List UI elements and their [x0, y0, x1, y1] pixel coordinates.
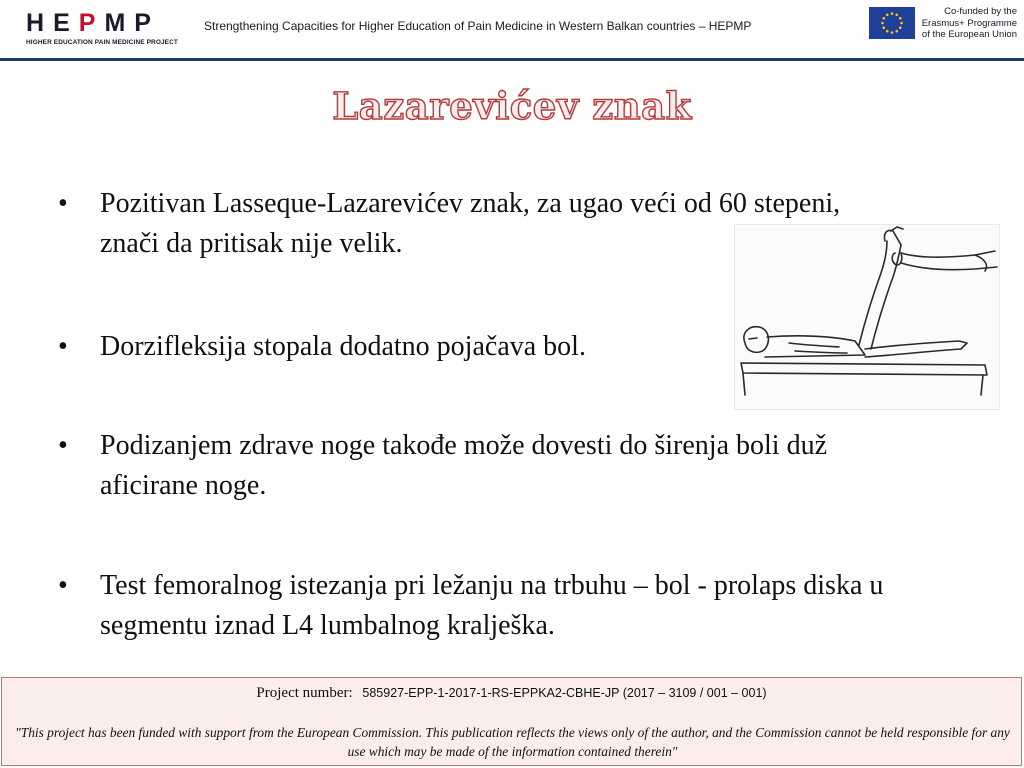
- eu-cofunding-text: [921, 6, 1017, 41]
- hepmp-logo: [26, 10, 188, 48]
- bullet-text: Podizanjem zdrave noge takođe može dovesti do širenja boli duž aficirane noge.: [100, 430, 828, 501]
- patient-leg-raise-drawing: [735, 225, 999, 409]
- bullet-symbol: •: [58, 188, 68, 219]
- bullet-text: Dorzifleksija stopala dodatno pojačava bol.: [100, 331, 586, 362]
- eu-stars-icon: [869, 7, 915, 39]
- bullet-symbol: •: [58, 570, 68, 601]
- bullet-symbol: •: [58, 331, 68, 362]
- funding-disclaimer: "This project has been funded with support from the European Commission. This publication reflects the views only of the author, and the Commission cannot be held responsible for any use which may be made of the information contained therein": [15, 725, 1010, 759]
- slide-title: Lazarevićev znak: [332, 84, 692, 128]
- logo-letter-h: H: [26, 9, 54, 37]
- footer-box: [1, 677, 1022, 766]
- logo-letter-p2: P: [134, 9, 160, 37]
- header-divider: [0, 58, 1024, 61]
- logo-wordmark: [26, 10, 188, 36]
- project-number-line: [2, 685, 1021, 702]
- project-number-value: 585927-EPP-1-2017-1-RS-EPPKA2-CBHE-JP (2017 – 3109 / 001 – 001): [362, 686, 767, 700]
- logo-letter-p: P: [78, 9, 105, 37]
- eu-line-1: Co-funded by the: [944, 6, 1017, 17]
- header: [0, 0, 1024, 58]
- eu-line-3: of the European Union: [921, 29, 1017, 40]
- bullet-symbol: •: [58, 430, 68, 461]
- bullet-item: [58, 566, 928, 646]
- eu-line-2: Erasmus+ Programme: [921, 17, 1017, 29]
- logo-letter-e: E: [53, 9, 79, 37]
- logo-letter-m: M: [104, 9, 135, 37]
- project-number-label: Project number:: [256, 685, 353, 701]
- bullet-text: Pozitivan Lasseque-Lazarevićev znak, za ugao veći od 60 stepeni, znači da pritisak nije velik.: [100, 188, 841, 259]
- project-tagline: Strengthening Capacities for Higher Education of Pain Medicine in Western Balkan countries – HEPMP: [204, 19, 752, 33]
- bullet-text: Test femoralnog istezanja pri ležanju na trbuhu – bol - prolaps diska u segmentu iznad L4 lumbalnog kralješka.: [100, 570, 884, 641]
- logo-subtitle: HIGHER EDUCATION PAIN MEDICINE PROJECT: [26, 39, 178, 46]
- bullet-item: [58, 426, 928, 506]
- eu-flag-icon: [869, 7, 915, 39]
- leg-raise-illustration: [734, 224, 1000, 410]
